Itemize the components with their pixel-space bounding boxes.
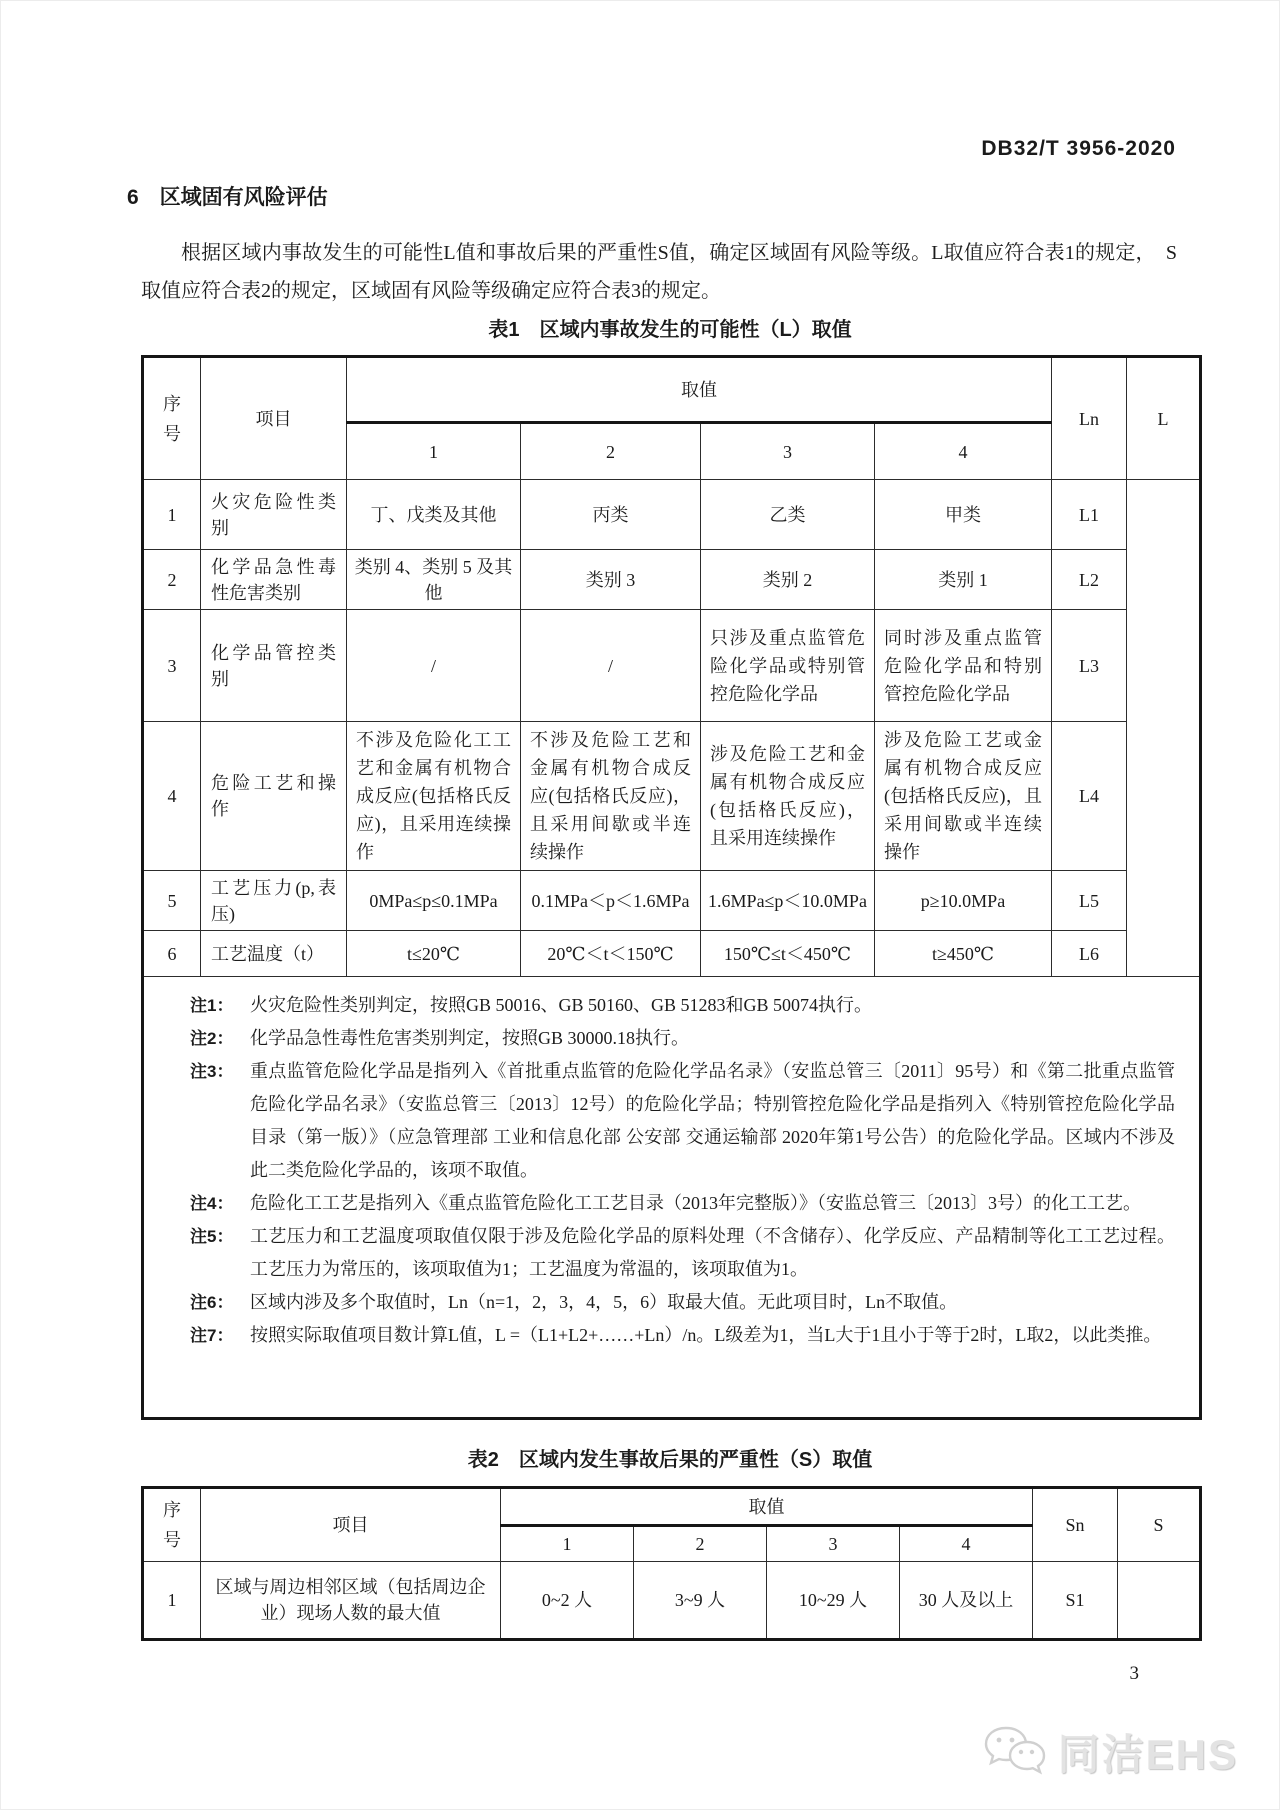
cell-seq: 1 bbox=[143, 1562, 201, 1640]
watermark-text: 同洁EHS bbox=[1057, 1731, 1238, 1778]
table2-header-item: 项目 bbox=[201, 1488, 501, 1562]
table-row bbox=[143, 871, 1201, 931]
cell-ln: L2 bbox=[1052, 550, 1127, 610]
note-text: 危险化工工艺是指列入《重点监管危险化工工艺目录（2013年完整版）》（安监总管三〔2013〕3号）的化工工艺。 bbox=[250, 1193, 1141, 1213]
table1-header-ln: Ln bbox=[1052, 357, 1127, 480]
cell-value: 类别 2 bbox=[701, 550, 875, 610]
note-text: 区域内涉及多个取值时，Ln（n=1，2，3，4，5，6）取最大值。无此项目时，Ln不取值。 bbox=[250, 1292, 958, 1312]
note-6 bbox=[190, 1286, 1175, 1319]
cell-seq: 3 bbox=[143, 610, 201, 722]
cell-value: / bbox=[347, 610, 521, 722]
cell-item: 火灾危险性类别 bbox=[201, 480, 347, 550]
note-text: 按照实际取值项目数计算L值，L =（L1+L2+……+Ln）/n。L级差为1，当L大于1且小于等于2时，L取2，以此类推。 bbox=[250, 1325, 1162, 1345]
cell-value: 0~2 人 bbox=[501, 1562, 634, 1640]
value-col-3: 3 bbox=[767, 1526, 900, 1562]
cell-value: 30 人及以上 bbox=[900, 1562, 1033, 1640]
cell-value: 甲类 bbox=[875, 480, 1052, 550]
table-row bbox=[143, 550, 1201, 610]
cell-seq: 4 bbox=[143, 722, 201, 871]
note-label: 注3： bbox=[190, 1062, 234, 1081]
section-heading: 6 区域固有风险评估 bbox=[127, 186, 328, 209]
note-3 bbox=[190, 1055, 1175, 1187]
cell-item: 化学品管控类别 bbox=[201, 610, 347, 722]
cell-ln: L5 bbox=[1052, 871, 1127, 931]
value-col-4: 4 bbox=[875, 423, 1052, 480]
cell-value: 丁、戊类及其他 bbox=[347, 480, 521, 550]
table1-header-item: 项目 bbox=[201, 357, 347, 480]
cell-value: p≥10.0MPa bbox=[875, 871, 1052, 931]
table2-title: 表2 区域内发生事故后果的严重性（S）取值 bbox=[467, 1449, 873, 1471]
note-5 bbox=[190, 1220, 1175, 1286]
cell-item: 工艺温度（t） bbox=[201, 931, 347, 977]
note-text: 工艺压力和工艺温度项取值仅限于涉及危险化学品的原料处理（不含储存）、化学反应、产品精制等化工工艺过程。工艺压力为常压的，该项取值为1；工艺温度为常温的，该项取值为1。 bbox=[250, 1226, 1175, 1279]
cell-l-merged bbox=[1127, 480, 1201, 977]
cell-s-empty bbox=[1118, 1562, 1201, 1640]
cell-value: 类别 4、类别 5 及其他 bbox=[347, 550, 521, 610]
cell-value: 0.1MPa＜p＜1.6MPa bbox=[521, 871, 701, 931]
note-label: 注2： bbox=[190, 1029, 234, 1048]
table-row bbox=[143, 931, 1201, 977]
cell-ln: L6 bbox=[1052, 931, 1127, 977]
note-4 bbox=[190, 1187, 1175, 1220]
cell-ln: L4 bbox=[1052, 722, 1127, 871]
note-label: 注7： bbox=[190, 1326, 234, 1345]
table2-header-value: 取值 bbox=[501, 1488, 1033, 1526]
cell-item: 危险工艺和操作 bbox=[201, 722, 347, 871]
table2-header-s: S bbox=[1118, 1488, 1201, 1562]
table1-header-row1 bbox=[143, 357, 1201, 423]
table1-notes-row bbox=[143, 977, 1201, 1419]
table2-header-sn: Sn bbox=[1033, 1488, 1118, 1562]
value-col-1: 1 bbox=[347, 423, 521, 480]
cell-value: 不涉及危险化工工艺和金属有机物合成反应(包括格氏反应)，且采用连续操作 bbox=[347, 722, 521, 871]
table2-header-row1 bbox=[143, 1488, 1201, 1526]
cell-value: 同时涉及重点监管危险化学品和特别管控危险化学品 bbox=[875, 610, 1052, 722]
value-col-1: 1 bbox=[501, 1526, 634, 1562]
table1-title: 表1 区域内事故发生的可能性（L）取值 bbox=[488, 319, 852, 341]
note-label: 注6： bbox=[190, 1293, 234, 1312]
table1 bbox=[141, 355, 1202, 1420]
table1-notes bbox=[143, 977, 1201, 1419]
note-text: 火灾危险性类别判定，按照GB 50016、GB 50160、GB 51283和GB 50074执行。 bbox=[250, 995, 873, 1015]
note-2 bbox=[190, 1022, 1175, 1055]
table1-header-seq: 序号 bbox=[143, 357, 201, 480]
cell-seq: 6 bbox=[143, 931, 201, 977]
table-row bbox=[143, 722, 1201, 871]
table-row bbox=[143, 480, 1201, 550]
table1-header-l: L bbox=[1127, 357, 1201, 480]
table2 bbox=[141, 1486, 1202, 1641]
cell-value: 10~29 人 bbox=[767, 1562, 900, 1640]
cell-seq: 5 bbox=[143, 871, 201, 931]
note-label: 注1： bbox=[190, 996, 234, 1015]
cell-sn: S1 bbox=[1033, 1562, 1118, 1640]
doc-code: DB32/T 3956-2020 bbox=[981, 137, 1176, 160]
cell-value: t≤20℃ bbox=[347, 931, 521, 977]
cell-value: 涉及危险工艺或金属有机物合成反应(包括格氏反应)，且采用间歇或半连续操作 bbox=[875, 722, 1052, 871]
cell-ln: L3 bbox=[1052, 610, 1127, 722]
cell-value: 20℃＜t＜150℃ bbox=[521, 931, 701, 977]
note-7 bbox=[190, 1319, 1175, 1352]
cell-ln: L1 bbox=[1052, 480, 1127, 550]
cell-value: 类别 1 bbox=[875, 550, 1052, 610]
cell-seq: 2 bbox=[143, 550, 201, 610]
page-number: 3 bbox=[1129, 1663, 1139, 1684]
cell-value: 乙类 bbox=[701, 480, 875, 550]
note-text: 化学品急性毒性危害类别判定，按照GB 30000.18执行。 bbox=[250, 1028, 690, 1048]
cell-item: 化学品急性毒性危害类别 bbox=[201, 550, 347, 610]
cell-value: 只涉及重点监管危险化学品或特别管控危险化学品 bbox=[701, 610, 875, 722]
value-col-2: 2 bbox=[634, 1526, 767, 1562]
cell-item: 工艺压力(p,表压) bbox=[201, 871, 347, 931]
table-row bbox=[143, 1562, 1201, 1640]
wechat-icon bbox=[982, 1724, 1048, 1780]
cell-seq: 1 bbox=[143, 480, 201, 550]
cell-item: 区域与周边相邻区域（包括周边企业）现场人数的最大值 bbox=[201, 1562, 501, 1640]
note-1 bbox=[190, 989, 1175, 1022]
value-col-3: 3 bbox=[701, 423, 875, 480]
watermark bbox=[982, 1722, 1238, 1782]
cell-value: 150℃≤t＜450℃ bbox=[701, 931, 875, 977]
note-label: 注5： bbox=[190, 1227, 234, 1246]
cell-value: 涉及危险工艺和金属有机物合成反应(包括格氏反应)，且采用连续操作 bbox=[701, 722, 875, 871]
table1-header-value: 取值 bbox=[347, 357, 1052, 423]
cell-value: 3~9 人 bbox=[634, 1562, 767, 1640]
cell-value: 丙类 bbox=[521, 480, 701, 550]
note-text: 重点监管危险化学品是指列入《首批重点监管的危险化学品名录》（安监总管三〔2011〕95号）和《第二批重点监管危险化学品名录》（安监总管三〔2013〕12号）的危险化学品；特别管控危险化学品是指列入《特别管控危险化学品目录（第一版）》（应急管理部 工业和信息化部 公安部 交通运输部 2020年第1号公告）的危险化学品。区域内不涉及此二类危险化学品的，该项不取值。 bbox=[250, 1061, 1175, 1180]
cell-value: 不涉及危险工艺和金属有机物合成反应(包括格氏反应)，且采用间歇或半连续操作 bbox=[521, 722, 701, 871]
table-row bbox=[143, 610, 1201, 722]
cell-value: / bbox=[521, 610, 701, 722]
value-col-4: 4 bbox=[900, 1526, 1033, 1562]
value-col-2: 2 bbox=[521, 423, 701, 480]
table2-header-seq: 序号 bbox=[143, 1488, 201, 1562]
intro-paragraph: 根据区域内事故发生的可能性L值和事故后果的严重性S值，确定区域固有风险等级。L取值应符合表1的规定， S取值应符合表2的规定，区域固有风险等级确定应符合表3的规定。 bbox=[141, 242, 1177, 302]
note-label: 注4： bbox=[190, 1194, 234, 1213]
cell-value: 类别 3 bbox=[521, 550, 701, 610]
cell-value: 0MPa≤p≤0.1MPa bbox=[347, 871, 521, 931]
cell-value: t≥450℃ bbox=[875, 931, 1052, 977]
cell-value: 1.6MPa≤p＜10.0MPa bbox=[701, 871, 875, 931]
